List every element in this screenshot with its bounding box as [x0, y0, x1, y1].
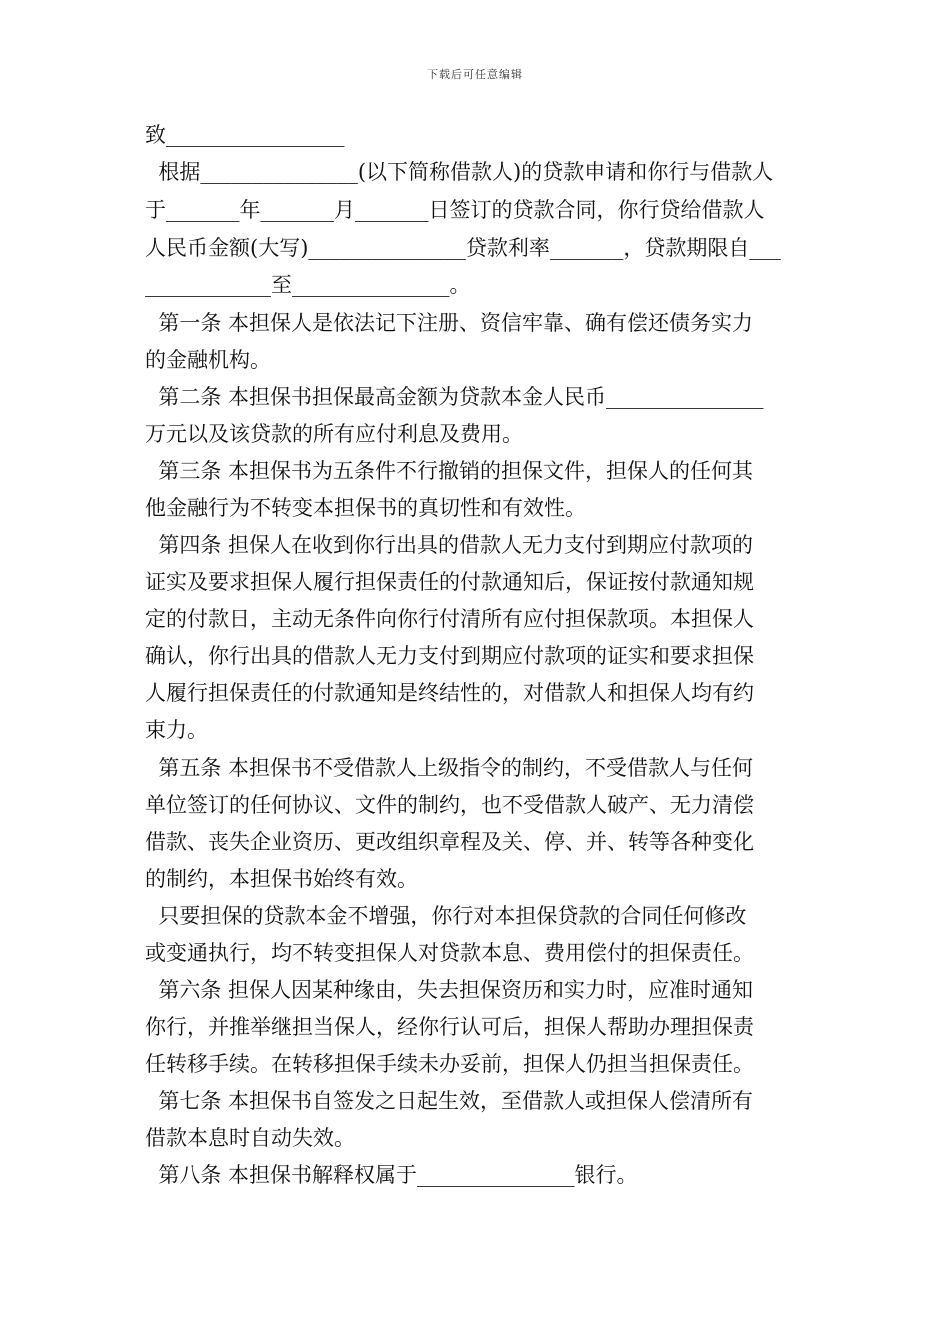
- body-line: 只要担保的贷款本金不增强，你行对本担保贷款的合同任何修改: [145, 904, 747, 928]
- article-4-line: 定的付款日，主动无条件向你行付清所有应付担保款项。本担保人: [145, 607, 754, 631]
- article-1-line: 第一条 本担保人是依法记下注册、资信牢靠、确有偿还债务实力: [145, 311, 754, 335]
- article-1-line: 的金融机构。: [145, 348, 271, 372]
- article-4-line: 确认，你行出具的借款人无力支付到期应付款项的证实和要求担保: [145, 644, 754, 668]
- article-7-line: 第七条 本担保书自签发之日起生效，至借款人或担保人偿清所有: [145, 1089, 754, 1113]
- article-5-line: 单位签订的任何协议、文件的制约，也不受借款人破产、无力清偿: [145, 793, 754, 817]
- article-2-line: 万元以及该贷款的所有应付利息及费用。: [145, 422, 523, 446]
- article-6-line: 任转移手续。在转移担保手续未办妥前，担保人仍担当担保责任。: [145, 1052, 754, 1076]
- article-2-line: 第二条 本担保书担保最高金额为贷款本金人民币_______________: [145, 385, 764, 409]
- article-4-line: 第四条 担保人在收到你行出具的借款人无力支付到期应付款项的: [145, 533, 754, 557]
- article-4-line: 人履行担保责任的付款通知是终结性的，对借款人和担保人均有约: [145, 681, 754, 705]
- article-5-line: 借款、丧失企业资历、更改组织章程及关、停、并、转等各种变化: [145, 830, 754, 854]
- body-line: 人民币金额(大写)_______________贷款利率_______，贷款期限自___: [145, 236, 781, 260]
- article-6-line: 第六条 担保人因某种缘由，失去担保资历和实力时，应准时通知: [145, 978, 754, 1002]
- article-4-line: 束力。: [145, 718, 208, 742]
- article-4-line: 证实及要求担保人履行担保责任的付款通知后，保证按付款通知规: [145, 570, 754, 594]
- page-header: 下载后可任意编辑: [427, 68, 523, 81]
- article-3-line: 他金融行为不转变本担保书的真切性和有效性。: [145, 496, 586, 520]
- body-line: ____________至_______________。: [145, 273, 471, 297]
- article-6-line: 你行，并推举继担当保人，经你行认可后，担保人帮助办理担保责: [145, 1015, 754, 1039]
- article-5-line: 的制约，本担保书始终有效。: [145, 867, 418, 891]
- body-line: 于_______年_______月_______日签订的贷款合同，你行贷给借款人: [145, 198, 765, 222]
- article-3-line: 第三条 本担保书为五条件不行撤销的担保文件，担保人的任何其: [145, 459, 754, 483]
- article-7-line: 借款本息时自动失效。: [145, 1126, 355, 1150]
- article-8-line: 第八条 本担保书解释权属于_______________银行。: [145, 1163, 638, 1187]
- body-line: 根据_______________(以下简称借款人)的贷款申请和你行与借款人: [145, 160, 774, 184]
- article-5-line: 第五条 本担保书不受借款人上级指令的制约，不受借款人与任何: [145, 756, 754, 780]
- addressee-line: 致_________________: [145, 123, 345, 147]
- body-line: 或变通执行，均不转变担保人对贷款本息、费用偿付的担保责任。: [145, 941, 754, 965]
